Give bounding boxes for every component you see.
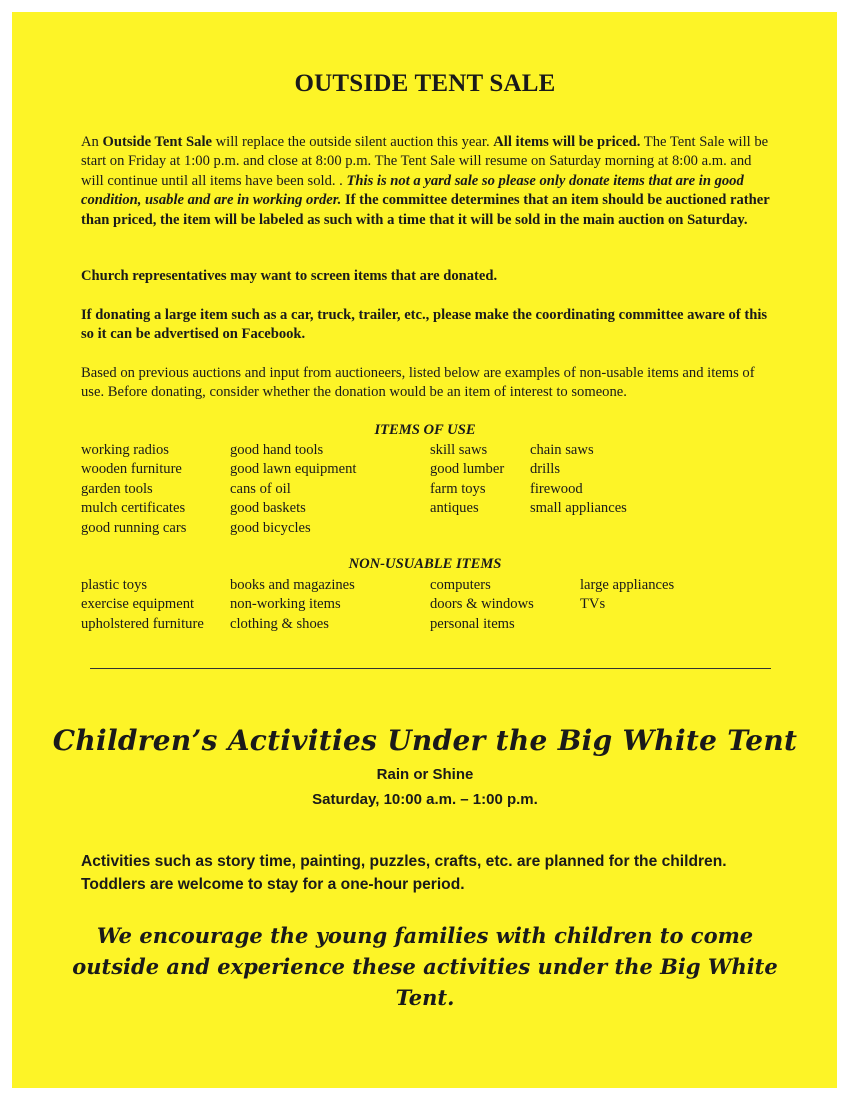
list-item: books and magazines <box>230 577 355 593</box>
list-item: skill saws <box>430 442 488 458</box>
items-of-use-col-2 <box>230 441 356 538</box>
intro-text-2: will replace the outside silent auction this year. <box>211 134 494 150</box>
examples-intro: Based on previous auctions and input from auctioneers, listed below are examples of non-usable items and items of use. Before donating, consider whether the donation would be an item of interest to someone. <box>81 365 755 401</box>
section-divider <box>90 668 771 669</box>
large-item-note: If donating a large item such as a car, truck, trailer, etc., please make the coordinating committee aware of this so it can be advertised on Facebook. <box>81 307 768 343</box>
list-item: chain saws <box>530 442 594 458</box>
list-item: antiques <box>430 500 479 517</box>
list-item: drills <box>530 461 560 478</box>
list-item: computers <box>430 577 491 593</box>
non-usable-col-1 <box>81 576 204 634</box>
list-item: non-working items <box>230 596 341 613</box>
list-item: good baskets <box>230 500 306 517</box>
items-of-use-col-1 <box>81 441 186 538</box>
children-activities-description: Activities such as story time, painting, puzzles, crafts, etc. are planned for the children. Toddlers are welcome to stay for a one-hour period. <box>81 853 727 893</box>
list-item: personal items <box>430 615 515 632</box>
list-item: plastic toys <box>81 577 148 593</box>
list-item: firewood <box>530 480 583 497</box>
list-item: wooden furniture <box>81 461 182 478</box>
rain-or-shine: Rain or Shine <box>376 766 474 783</box>
list-item: good lawn equipment <box>230 461 357 478</box>
list-item: TVs <box>580 596 606 613</box>
list-item: cans of oil <box>230 480 291 497</box>
activity-time: Saturday, 10:00 a.m. – 1:00 p.m. <box>312 791 538 808</box>
children-activities-title: Children’s Activities Under the Big White Tent <box>52 724 798 757</box>
list-item: working radios <box>81 442 169 458</box>
list-item: clothing & shoes <box>230 615 329 632</box>
closing-invitation: We encourage the young families with children to come outside and experience these activities under the Big White Tent. <box>72 923 778 1010</box>
list-item: good lumber <box>430 461 505 478</box>
intro-bold-italic: This is not a yard sale so please only donate items that are in good condition, usable and are in working order. <box>81 172 744 209</box>
intro-bold-2: All items will be priced. <box>493 134 641 150</box>
list-item: small appliances <box>530 500 627 517</box>
list-item: good hand tools <box>230 442 324 458</box>
items-of-use-heading: ITEMS OF USE <box>374 422 476 438</box>
list-item: garden tools <box>81 480 153 497</box>
intro-text-3: The Tent Sale will be start on Friday at 1:00 p.m. and close at 8:00 p.m. The Tent Sale will resume on Saturday morning at 8:00 a.m. and will continue until all items have been sold. . <box>81 134 769 189</box>
intro-paragraph <box>81 133 771 230</box>
list-item: exercise equipment <box>81 596 195 613</box>
list-item: doors & windows <box>430 596 534 613</box>
non-usable-heading: NON-USUABLE ITEMS <box>348 556 502 572</box>
list-item: upholstered furniture <box>81 615 204 632</box>
items-of-use-col-4 <box>530 441 627 519</box>
non-usable-col-4 <box>580 576 674 615</box>
intro-text-1: An <box>81 134 103 150</box>
non-usable-col-2 <box>230 576 355 634</box>
intro-bold-1: Outside Tent Sale <box>102 134 212 150</box>
list-item: farm toys <box>430 480 486 497</box>
page-title: OUTSIDE TENT SALE <box>294 70 556 97</box>
items-of-use-col-3 <box>430 441 504 519</box>
list-item: good running cars <box>81 519 187 536</box>
list-item: large appliances <box>580 577 675 593</box>
list-item: good bicycles <box>230 519 311 536</box>
church-note: Church representatives may want to screen items that are donated. <box>81 268 498 284</box>
intro-bold-3: If the committee determines that an item should be auctioned rather than priced, the item will be labeled as such with a time that it will be sold in the main auction on Saturday. <box>81 192 770 228</box>
list-item: mulch certificates <box>81 500 186 517</box>
non-usable-col-3 <box>430 576 534 634</box>
